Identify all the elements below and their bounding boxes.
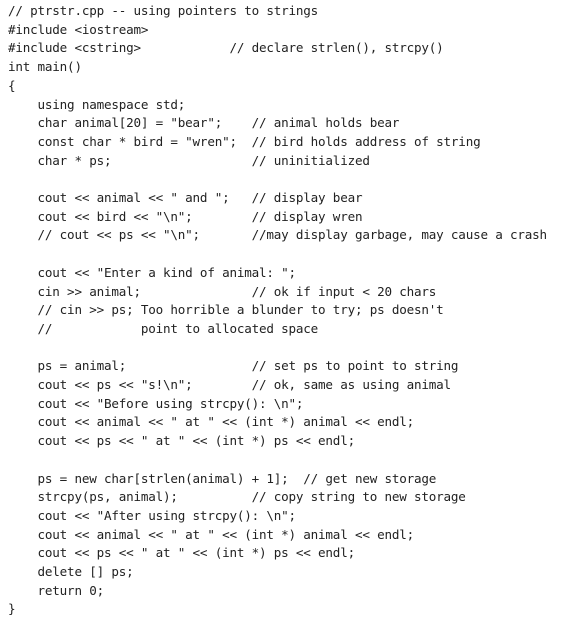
code-line: return 0; xyxy=(8,582,104,598)
code-line: ps = animal; // set ps to point to string xyxy=(8,358,459,374)
code-line: cout << ps << " at " << (int *) ps << endl; xyxy=(8,545,355,561)
code-line: cout << "After using strcpy(): \n"; xyxy=(8,507,296,523)
code-line: using namespace std; xyxy=(8,96,186,112)
code-line: delete [] ps; xyxy=(8,564,134,579)
code-line: // cin >> ps; Too horrible a blunder to try; ps doesn't xyxy=(8,302,444,318)
code-line: } xyxy=(8,601,16,617)
code-line: strcpy(ps, animal); // copy string to new storage xyxy=(8,489,466,505)
code-line: char animal[20] = "bear"; // animal holds bear xyxy=(8,115,400,131)
code-line: cout << animal << " at " << (int *) animal << endl; xyxy=(8,414,415,430)
code-line: int main() xyxy=(8,59,82,75)
code-line: { xyxy=(8,77,16,93)
code-line: cout << bird << "\n"; // display wren xyxy=(8,208,363,224)
code-line: cout << ps << "s!\n"; // ok, same as using animal xyxy=(8,377,451,392)
code-line: cout << "Before using strcpy(): \n"; xyxy=(8,395,304,411)
code-line: // cout << ps << "\n"; //may display garbage, may cause a crash xyxy=(8,227,547,243)
code-line: cout << animal << " at " << (int *) animal << endl; xyxy=(8,526,415,542)
code-line: char * ps; // uninitialized xyxy=(8,152,370,168)
code-line: ps = new char[strlen(animal) + 1]; // get new storage xyxy=(8,470,437,486)
code-line: #include <cstring> // declare strlen(), strcpy() xyxy=(8,40,444,56)
code-line: cin >> animal; // ok if input < 20 chars xyxy=(8,283,437,299)
code-line: // point to allocated space xyxy=(8,320,319,336)
code-line: cout << ps << " at " << (int *) ps << endl; xyxy=(8,433,355,449)
code-line: #include <iostream> xyxy=(8,21,149,37)
code-line: const char * bird = "wren"; // bird holds address of string xyxy=(8,133,481,149)
code-line: cout << "Enter a kind of animal: "; xyxy=(8,264,296,280)
code-line: cout << animal << " and "; // display bear xyxy=(8,190,363,205)
code-line: // ptrstr.cpp -- using pointers to strings xyxy=(8,3,319,18)
code-listing xyxy=(8,2,564,622)
